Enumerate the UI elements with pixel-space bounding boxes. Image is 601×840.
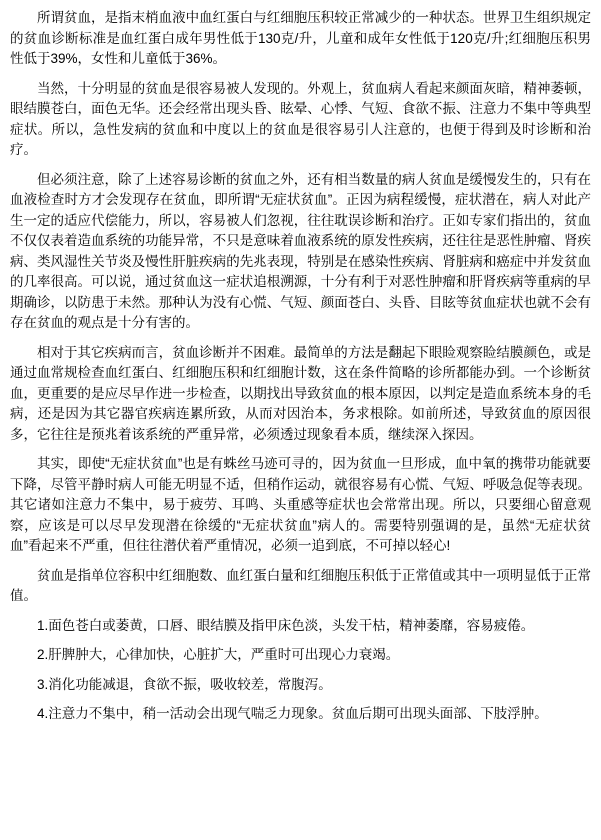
paragraph: 当然，十分明显的贫血是很容易被人发现的。外观上，贫血病人看起来颜面灰暗，精神萎顿，眼结膜苍白，面色无华。还会经常出现头昏、眩晕、心悸、气短、食欲不振、注意力不集中等典型症状。所以，急性发病的贫血和中度以上的贫血是很容易引人注意的，也便于得到及时诊断和治疗。 (10, 80, 591, 157)
list-item: 1.面色苍白或萎黄，口唇、眼结膜及指甲床色淡，头发干枯，精神萎靡，容易疲倦。 (37, 617, 535, 633)
paragraph: 其实，即使“无症状贫血”也是有蛛丝马迹可寻的，因为贫血一旦形成，血中氧的携带功能就要下降，尽管平静时病人可能无明显不适，但稍作运动，就很容易有心慌、气短、呼吸急促等表现。其它诸如注意力不集中，易于疲劳、耳鸣、头重感等症状也会常常出现。所以，只要细心留意观察，应该是可以尽早发现潜在徐缓的“无症状贫血”病人的。需要特别强调的是，虽然“无症状贫血”看起来不严重，但往往潜伏着严重情况，必须一追到底，不可掉以轻心! (10, 456, 591, 553)
paragraph: 相对于其它疾病而言，贫血诊断并不困难。最简单的方法是翻起下眼睑观察睑结膜颜色，或是通过血常规检查血红蛋白、红细胞压积和红细胞计数，这在条件简略的诊所都能办到。一个诊断贫血，更重要的是应尽早作进一步检查，以期找出导致贫血的根本原因，以判定是造血系统本身的毛病，还是因为其它器官疾病连累所致，从而对因治本，务求根除。如前所述，导致贫血的原因很多，它往往是预兆着该系统的严重异常，必须透过现象看本质，继续深入探因。 (10, 344, 591, 442)
paragraph: 所谓贫血，是指末梢血液中血红蛋白与红细胞压积较正常减少的一种状态。世界卫生组织规定的贫血诊断标准是血红蛋白成年男性低于130克/升，儿童和成年女性低于120克/升;红细胞压积男性低于39%，女性和儿童低于36%。 (10, 10, 591, 66)
list-item: 3.消化功能减退，食欲不振，吸收较差，常腹泻。 (37, 676, 332, 692)
paragraph: 但必须注意，除了上述容易诊断的贫血之外，还有相当数量的病人贫血是缓慢发生的，只有在血液检查时方才会发现存在贫血，即所谓“无症状贫血”。正因为病程缓慢，症状潜在，病人对此产生一定的适应代偿能力，所以，容易被人们忽视，往往耽误诊断和治疗。正如专家们指出的，贫血不仅仅表着造血系统的功能异常，不只是意味着血液系统的原发性疾病，还往往是恶性肿瘤、肾疾病、类风湿性关节炎及慢性肝脏疾病的先兆表现，特别是在感染性疾病、肾脏病和癌症中并发贫血的几率很高。可以说，通过贫血这一症状追根溯源，十分有利于对恶性肿瘤和肝肾疾病等重病的早期确诊，以防患于未然。那种认为没有心慌、气短、颜面苍白、头昏、目眩等贫血症状也就不会有存在贫血的观点是十分有害的。 (10, 171, 591, 330)
paragraph: 贫血是指单位容积中红细胞数、血红蛋白量和红细胞压积低于正常值或其中一项明显低于正常值。 (10, 567, 591, 603)
list-item: 4.注意力不集中，稍一活动会出现气喘乏力现象。贫血后期可出现头面部、下肢浮肿。 (37, 706, 548, 721)
list-item: 2.肝脾肿大，心律加快，心脏扩大，严重时可出现心力衰竭。 (37, 647, 400, 662)
